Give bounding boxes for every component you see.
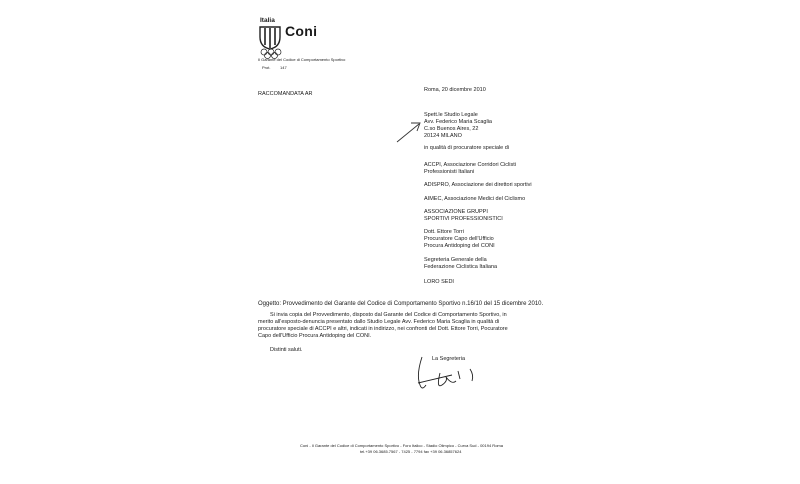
logo-coni-text: Coni (285, 23, 318, 39)
recipient-line: Procuratore Capo dell'Ufficio (424, 236, 494, 242)
body-line: Capo dell'Ufficio Procura Antidoping del CONI. (258, 333, 372, 339)
recipient-line: Federazione Ciclistica Italiana (424, 264, 498, 270)
addressee-line: Avv. Federico Maria Scaglia (424, 119, 492, 125)
addressee-line: 20124 MILANO (424, 133, 462, 139)
body-line: Si invia copia del Provvedimento, disposto dal Garante del Codice di Comportamento Sportivo, in (270, 312, 507, 318)
footer-line: tel.+39 06.3685.7567 - 7425 - 7794 fax +39 06.36857624 (360, 449, 462, 454)
recipient-line: SPORTIVI PROFESSIONISTICI (424, 216, 503, 222)
delivery-method: RACCOMANDATA AR (258, 91, 313, 97)
signature-label: La Segreteria (432, 356, 466, 362)
recipient-line: AIMEC, Associazione Medici del Ciclismo (424, 196, 526, 202)
capacity-line: in qualità di procuratore speciale di (424, 145, 509, 151)
recipient-line: Professionisti Italiani (424, 169, 475, 175)
recipient-line: Procura Antidoping del CONI (424, 243, 495, 249)
subject-line: Oggetto: Provvedimento del Garante del Codice di Comportamento Sportivo n.16/10 del 15 dicembre 2010. (258, 301, 544, 307)
recipient-line: Segreteria Generale della (424, 257, 487, 263)
logo-italia-text: Italia (260, 17, 275, 24)
prot-number: 147 (280, 65, 287, 70)
addressee-line: Spett.le Studio Legale (424, 112, 478, 118)
recipient-line: Dott. Ettore Torri (424, 229, 464, 235)
body-line: procuratore speciale di ACCPI e altri, indicati in indirizzo, nei confronti del Dott. Ettore Torri, Pocuratore (258, 326, 508, 332)
prot-label: Prot. (262, 65, 271, 70)
recipient-line: ACCPI, Associazione Corridori Ciclisti (424, 162, 516, 168)
closing: Distinti saluti. (270, 347, 303, 353)
addressee-line: C.so Buenos Aires, 22 (424, 126, 479, 132)
recipient-line: ASSOCIAZIONE GRUPPI (424, 209, 488, 215)
loro-sedi: LORO SEDI (424, 279, 454, 285)
recipient-line: ADISPRO, Associazione dei direttori sportivi (424, 182, 532, 188)
handwritten-signature (412, 355, 492, 395)
body-line: merito all'esposto-denuncia presentato dallo Studio Legale Avv. Federico Maria Scaglia in qualità di (258, 319, 500, 325)
footer-line: Coni - Il Garante del Codice di Comportamento Sportivo - Foro Italico - Stadio Olimpico - Curva Sud - 00194 Roma (300, 443, 503, 448)
hand-drawn-arrow-icon (395, 118, 425, 144)
place-date: Roma, 20 dicembre 2010 (424, 87, 486, 93)
office-name: Il Garante del Codice di Comportamento Sportivo (258, 57, 346, 62)
